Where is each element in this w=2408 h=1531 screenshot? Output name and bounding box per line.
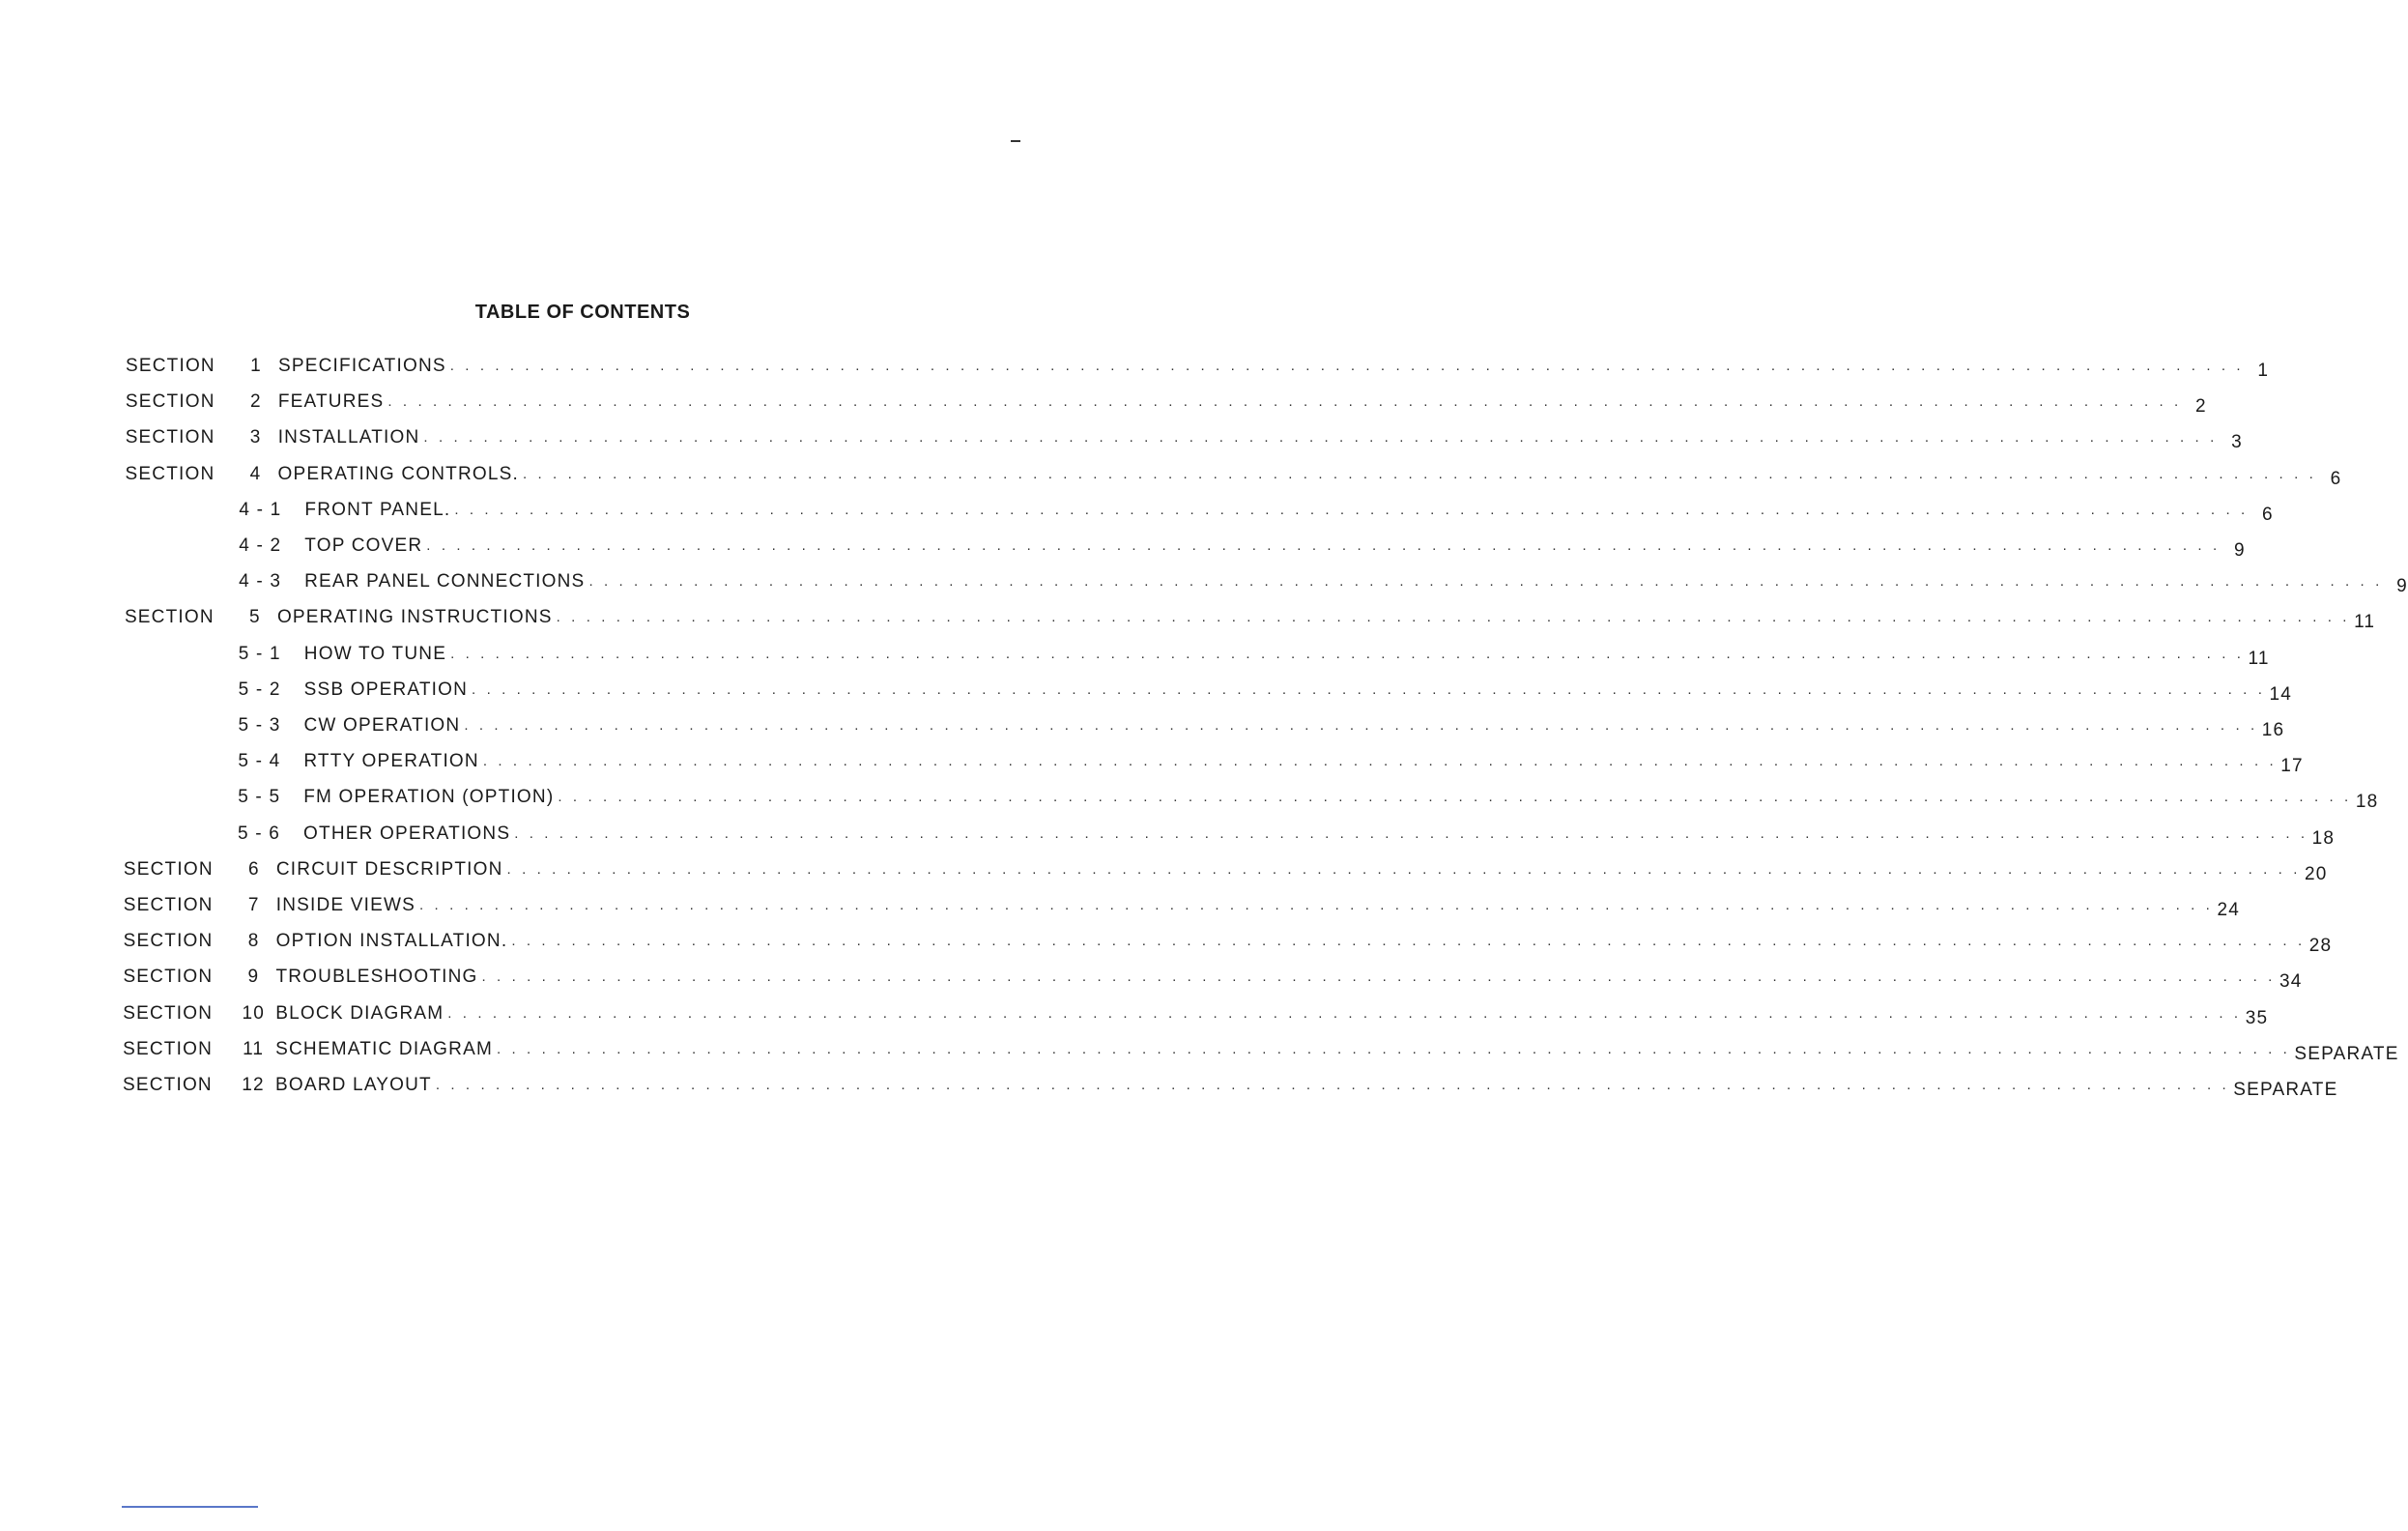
toc-subsection-number: 4 - 3: [239, 571, 282, 592]
toc-section-number: 3: [249, 427, 262, 448]
toc-entry-title: RTTY OPERATION: [303, 751, 479, 772]
toc-entry: [125, 533, 2246, 561]
scan-mark: [1011, 140, 1020, 142]
toc-page-number: 18: [2311, 827, 2336, 849]
toc-subsection-number: 5 - 3: [238, 715, 281, 736]
toc-entry-title: SPECIFICATIONS: [278, 356, 446, 376]
toc-section-label: SECTION: [123, 1075, 213, 1095]
toc-entry-title: TROUBLESHOOTING: [275, 967, 478, 988]
toc-section-number: 6: [248, 858, 260, 880]
toc-section-label: SECTION: [123, 967, 214, 988]
toc-page-number: 20: [2304, 863, 2328, 884]
toc-section-number: 5: [249, 607, 261, 628]
toc-entry: [125, 641, 2270, 669]
toc-entry-title: FEATURES: [277, 391, 385, 413]
toc-entry-title: INSTALLATION: [277, 427, 420, 448]
toc-dot-leader: . . . . . . . . . . . . . . . . . . . . . . . . . . . . . . . . . . . . . . . . . . . . . . . . . . . . . . . . . . . . . . . . . . . . . . . . . . . . . . . . . . . . . . . . . . . . . . . . . . . . . . . . . . . . . . . . . . . . . . . .: [454, 501, 2249, 518]
toc-dot-leader: . . . . . . . . . . . . . . . . . . . . . . . . . . . . . . . . . . . . . . . . . . . . . . . . . . . . . . . . . . . . . . . . . . . . . . . . . . . . . . . . . . . . . . . . . . . . . . . . . . . . . . . . . . . . . . . . . . . . . . . .: [449, 358, 2245, 374]
toc-entry: [123, 856, 2328, 884]
toc-entry: [123, 928, 2333, 957]
toc-subsection-number: 5 - 6: [238, 823, 281, 844]
toc-section-number: 1: [250, 356, 262, 376]
toc-dot-leader: . . . . . . . . . . . . . . . . . . . . . . . . . . . . . . . . . . . . . . . . . . . . . . . . . . . . . . . . . . . . . . . . . . . . . . . . . . . . . . . . . . . . . . . . . . . . . . . . . . . . . . . . . . . . . . . . . . . . . . . .: [482, 753, 2278, 770]
toc-subsection-number: 4 - 2: [239, 535, 282, 556]
toc-page-number: SEPARATE: [2233, 1080, 2338, 1100]
toc-section-number: 11: [243, 1038, 265, 1059]
toc-page-number: 2: [2195, 396, 2207, 418]
toc-entry: [125, 424, 2243, 453]
toc-entry-title: SSB OPERATION: [303, 679, 469, 700]
toc-dot-leader: . . . . . . . . . . . . . . . . . . . . . . . . . . . . . . . . . . . . . . . . . . . . . . . . . . . . . . . . . . . . . . . . . . . . . . . . . . . . . . . . . . . . . . . . . . . . . . . . . . . . . . . . . . . . . . . . . . . . . . . .: [514, 824, 2308, 842]
toc-page-number: 1: [2257, 361, 2270, 381]
footer-rule: [122, 1506, 258, 1508]
toc-entry: [125, 461, 2342, 489]
toc-entry: [123, 964, 2303, 993]
toc-page-number: 11: [2248, 648, 2270, 669]
toc-entry-title: HOW TO TUNE: [303, 643, 447, 664]
toc-section-number: 9: [247, 967, 260, 988]
toc-dot-leader: . . . . . . . . . . . . . . . . . . . . . . . . . . . . . . . . . . . . . . . . . . . . . . . . . . . . . . . . . . . . . . . . . . . . . . . . . . . . . . . . . . . . . . . . . . . . . . . . . . . . . . . . . . . . . . . . . . . . . . . .: [481, 968, 2276, 986]
toc-entry-title: OPERATING CONTROLS.: [277, 463, 519, 484]
toc-dot-leader: . . . . . . . . . . . . . . . . . . . . . . . . . . . . . . . . . . . . . . . . . . . . . . . . . . . . . . . . . . . . . . . . . . . . . . . . . . . . . . . . . . . . . . . . . . . . . . . . . . . . . . . . . . . . . . . . . . . . . . . .: [450, 645, 2245, 662]
toc-subsection-number: 4 - 1: [239, 499, 282, 520]
toc-subsection-number: 5 - 4: [238, 751, 281, 772]
toc-section-label: SECTION: [124, 607, 215, 628]
toc-title: TABLE OF CONTENTS: [474, 302, 691, 323]
toc-entry: [123, 1036, 2399, 1064]
toc-entry-title: BLOCK DIAGRAM: [275, 1002, 444, 1024]
toc-entry-title: INSIDE VIEWS: [275, 895, 416, 915]
toc-section-label: SECTION: [125, 391, 215, 413]
toc-entry-title: CIRCUIT DESCRIPTION: [275, 858, 503, 880]
toc-dot-leader: . . . . . . . . . . . . . . . . . . . . . . . . . . . . . . . . . . . . . . . . . . . . . . . . . . . . . . . . . . . . . . . . . . . . . . . . . . . . . . . . . . . . . . . . . . . . . . . . . . . . . . . . . . . . . . . . . . . . . . . .: [387, 393, 2182, 411]
toc-page-number: 18: [2355, 792, 2379, 813]
toc-entry: [125, 712, 2285, 740]
toc-subsection-number: 5 - 5: [238, 787, 281, 808]
toc-entry-title: BOARD LAYOUT: [275, 1075, 432, 1095]
toc-entry: [125, 677, 2293, 705]
toc-entry-title: FM OPERATION (OPTION): [303, 787, 555, 808]
toc-entry-title: FRONT PANEL.: [304, 499, 451, 520]
toc-dot-leader: . . . . . . . . . . . . . . . . . . . . . . . . . . . . . . . . . . . . . . . . . . . . . . . . . . . . . . . . . . . . . . . . . . . . . . . . . . . . . . . . . . . . . . . . . . . . . . . . . . . . . . . . . . . . . . . . . . . . . . . .: [522, 465, 2317, 482]
toc-dot-leader: . . . . . . . . . . . . . . . . . . . . . . . . . . . . . . . . . . . . . . . . . . . . . . . . . . . . . . . . . . . . . . . . . . . . . . . . . . . . . . . . . . . . . . . . . . . . . . . . . . . . . . . . . . . . . . . . . . . . . . . .: [423, 429, 2218, 447]
toc-dot-leader: . . . . . . . . . . . . . . . . . . . . . . . . . . . . . . . . . . . . . . . . . . . . . . . . . . . . . . . . . . . . . . . . . . . . . . . . . . . . . . . . . . . . . . . . . . . . . . . . . . . . . . . . . . . . . . . . . . . . . . . .: [496, 1040, 2291, 1057]
toc-entry-title: OPTION INSTALLATION.: [275, 931, 508, 952]
toc-section-number: 7: [247, 895, 260, 915]
toc-page-number: 35: [2245, 1007, 2269, 1028]
toc-dot-leader: . . . . . . . . . . . . . . . . . . . . . . . . . . . . . . . . . . . . . . . . . . . . . . . . . . . . . . . . . . . . . . . . . . . . . . . . . . . . . . . . . . . . . . . . . . . . . . . . . . . . . . . . . . . . . . . . . . . . . . . .: [472, 680, 2266, 698]
toc-entry: [124, 748, 2304, 777]
toc-page-number: SEPARATE: [2294, 1043, 2399, 1064]
toc-page-number: 16: [2261, 720, 2285, 740]
toc-dot-leader: . . . . . . . . . . . . . . . . . . . . . . . . . . . . . . . . . . . . . . . . . . . . . . . . . . . . . . . . . . . . . . . . . . . . . . . . . . . . . . . . . . . . . . . . . . . . . . . . . . . . . . . . . . . . . . . . . . . . . . . .: [447, 1004, 2242, 1022]
toc-page-number: 11: [2354, 612, 2376, 633]
toc-section-label: SECTION: [123, 1002, 214, 1024]
toc-dot-leader: . . . . . . . . . . . . . . . . . . . . . . . . . . . . . . . . . . . . . . . . . . . . . . . . . . . . . . . . . . . . . . . . . . . . . . . . . . . . . . . . . . . . . . . . . . . . . . . . . . . . . . . . . . . . . . . . . . . . . . . .: [419, 897, 2214, 913]
toc-dot-leader: . . . . . . . . . . . . . . . . . . . . . . . . . . . . . . . . . . . . . . . . . . . . . . . . . . . . . . . . . . . . . . . . . . . . . . . . . . . . . . . . . . . . . . . . . . . . . . . . . . . . . . . . . . . . . . . . . . . . . . . .: [588, 573, 2383, 591]
toc-dot-leader: . . . . . . . . . . . . . . . . . . . . . . . . . . . . . . . . . . . . . . . . . . . . . . . . . . . . . . . . . . . . . . . . . . . . . . . . . . . . . . . . . . . . . . . . . . . . . . . . . . . . . . . . . . . . . . . . . . . . . . . .: [435, 1077, 2230, 1093]
toc-section-label: SECTION: [123, 895, 214, 915]
toc-entry: [125, 389, 2207, 418]
toc-entry: [126, 353, 2270, 381]
toc-section-label: SECTION: [126, 356, 215, 376]
toc-page-number: 17: [2280, 756, 2304, 777]
toc-entry-title: OPERATING INSTRUCTIONS: [276, 607, 553, 628]
toc-dot-leader: . . . . . . . . . . . . . . . . . . . . . . . . . . . . . . . . . . . . . . . . . . . . . . . . . . . . . . . . . . . . . . . . . . . . . . . . . . . . . . . . . . . . . . . . . . . . . . . . . . . . . . . . . . . . . . . . . . . . . . . .: [558, 789, 2352, 806]
toc-section-number: 8: [247, 931, 260, 952]
toc-entry-title: SCHEMATIC DIAGRAM: [275, 1038, 493, 1059]
toc-entry: [123, 1072, 2338, 1100]
toc-entry: [124, 784, 2379, 813]
toc-page-number: 6: [2262, 504, 2274, 525]
toc-dot-leader: . . . . . . . . . . . . . . . . . . . . . . . . . . . . . . . . . . . . . . . . . . . . . . . . . . . . . . . . . . . . . . . . . . . . . . . . . . . . . . . . . . . . . . . . . . . . . . . . . . . . . . . . . . . . . . . . . . . . . . . .: [426, 537, 2221, 554]
toc-section-label: SECTION: [123, 858, 214, 880]
toc-entry-title: REAR PANEL CONNECTIONS: [304, 571, 586, 592]
toc-entry: [123, 1000, 2269, 1028]
toc-section-label: SECTION: [125, 427, 215, 448]
toc-page-number: 28: [2308, 936, 2333, 957]
toc-page-number: 34: [2279, 971, 2303, 993]
toc-dot-leader: . . . . . . . . . . . . . . . . . . . . . . . . . . . . . . . . . . . . . . . . . . . . . . . . . . . . . . . . . . . . . . . . . . . . . . . . . . . . . . . . . . . . . . . . . . . . . . . . . . . . . . . . . . . . . . . . . . . . . . . .: [506, 860, 2301, 878]
toc-entry-title: OTHER OPERATIONS: [303, 823, 511, 844]
toc-entry: [123, 892, 2240, 920]
toc-dot-leader: . . . . . . . . . . . . . . . . . . . . . . . . . . . . . . . . . . . . . . . . . . . . . . . . . . . . . . . . . . . . . . . . . . . . . . . . . . . . . . . . . . . . . . . . . . . . . . . . . . . . . . . . . . . . . . . . . . . . . . . .: [556, 609, 2351, 626]
toc-section-label: SECTION: [123, 931, 214, 952]
toc-dot-leader: . . . . . . . . . . . . . . . . . . . . . . . . . . . . . . . . . . . . . . . . . . . . . . . . . . . . . . . . . . . . . . . . . . . . . . . . . . . . . . . . . . . . . . . . . . . . . . . . . . . . . . . . . . . . . . . . . . . . . . . .: [464, 717, 2258, 734]
toc-entry: [125, 497, 2274, 525]
toc-entry: [125, 568, 2408, 597]
toc-entry-title: CW OPERATION: [303, 715, 461, 736]
toc-section-number: 10: [242, 1002, 266, 1024]
toc-section-label: SECTION: [125, 463, 215, 484]
toc-dot-leader: . . . . . . . . . . . . . . . . . . . . . . . . . . . . . . . . . . . . . . . . . . . . . . . . . . . . . . . . . . . . . . . . . . . . . . . . . . . . . . . . . . . . . . . . . . . . . . . . . . . . . . . . . . . . . . . . . . . . . . . .: [511, 933, 2306, 950]
toc-page-number: 14: [2269, 683, 2293, 705]
toc-section-number: 2: [249, 391, 262, 413]
toc-page-number: 24: [2217, 900, 2240, 920]
toc-entry: [124, 821, 2336, 849]
toc-entry-title: TOP COVER: [304, 535, 423, 556]
toc-entry: [124, 604, 2376, 633]
toc-section-number: 4: [249, 463, 262, 484]
toc-page-number: 9: [2233, 540, 2246, 561]
toc-subsection-number: 5 - 1: [238, 643, 281, 664]
toc-section-number: 12: [242, 1075, 265, 1095]
toc-subsection-number: 5 - 2: [238, 679, 281, 700]
toc-section-label: SECTION: [123, 1038, 213, 1059]
toc-page-number: 9: [2396, 576, 2408, 597]
toc-page-number: 6: [2330, 468, 2342, 489]
toc-page-number: 3: [2231, 432, 2243, 453]
